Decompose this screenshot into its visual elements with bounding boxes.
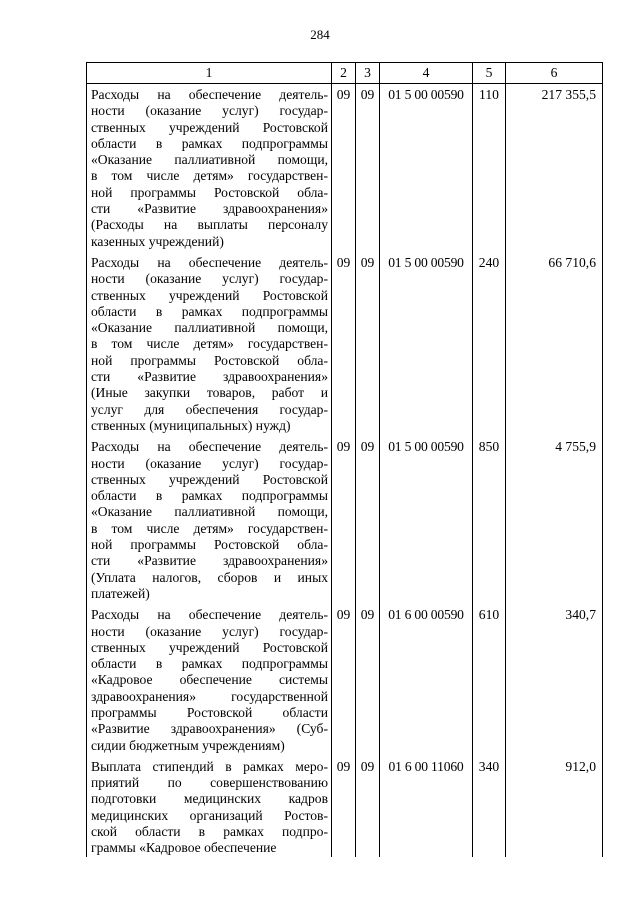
column-header-target: 4 bbox=[380, 63, 473, 84]
row-name-line: подготовки медицинских кадров bbox=[91, 791, 328, 807]
row-name-line: медицинских организаций Ростов- bbox=[91, 807, 328, 823]
row-name-line: программы Ростовской области bbox=[91, 704, 328, 720]
row-name-line: ности (оказание услуг) государ- bbox=[91, 455, 328, 471]
row-name-line: ности (оказание услуг) государ- bbox=[91, 623, 328, 639]
row-name-cell bbox=[87, 607, 332, 759]
row-subsection-cell: 09 bbox=[356, 759, 380, 857]
table-body bbox=[87, 84, 603, 857]
row-amount-cell: 217 355,5 bbox=[506, 84, 603, 255]
row-name-line: приятий по совершенствованию bbox=[91, 775, 328, 791]
row-subsection-cell: 09 bbox=[356, 84, 380, 255]
row-name-cell bbox=[87, 759, 332, 857]
row-expense-type-cell: 240 bbox=[473, 255, 506, 439]
row-name-cell bbox=[87, 84, 332, 255]
row-name-line: услуг для обеспечения государ- bbox=[91, 401, 328, 417]
row-name-line: Расходы на обеспечение деятель- bbox=[91, 439, 328, 455]
row-amount-cell: 912,0 bbox=[506, 759, 603, 857]
row-expense-type-cell: 610 bbox=[473, 607, 506, 759]
row-name-line: ности (оказание услуг) государ- bbox=[91, 271, 328, 287]
row-name-line: сти «Развитие здравоохранения» bbox=[91, 553, 328, 569]
row-section-cell: 09 bbox=[332, 759, 356, 857]
row-name-line: ственных учреждений Ростовской bbox=[91, 639, 328, 655]
row-expense-type-cell: 110 bbox=[473, 84, 506, 255]
row-subsection-cell: 09 bbox=[356, 607, 380, 759]
row-name-line: ственных учреждений Ростовской bbox=[91, 471, 328, 487]
row-name-cell bbox=[87, 255, 332, 439]
row-section-cell: 09 bbox=[332, 84, 356, 255]
table-row bbox=[87, 439, 603, 607]
row-name-line: ственных учреждений Ростовской bbox=[91, 119, 328, 135]
column-header-amount: 6 bbox=[506, 63, 603, 84]
row-name-line: в том числе детям» государствен- bbox=[91, 336, 328, 352]
row-name-line: ственных учреждений Ростовской bbox=[91, 287, 328, 303]
row-name-line: ной программы Ростовской обла- bbox=[91, 537, 328, 553]
row-name-line: в том числе детям» государствен- bbox=[91, 520, 328, 536]
row-name-line: ной программы Ростовской обла- bbox=[91, 184, 328, 200]
row-amount-cell: 4 755,9 bbox=[506, 439, 603, 607]
row-name-line: ности (оказание услуг) государ- bbox=[91, 103, 328, 119]
row-name-line: (Расходы на выплаты персоналу bbox=[91, 217, 328, 233]
row-name-line: платежей) bbox=[91, 585, 150, 601]
row-name-line: области в рамках подпрограммы bbox=[91, 656, 328, 672]
column-header-name: 1 bbox=[87, 63, 332, 84]
row-name-line: сти «Развитие здравоохранения» bbox=[91, 201, 328, 217]
row-name-line: сти «Развитие здравоохранения» bbox=[91, 369, 328, 385]
column-header-expense-type: 5 bbox=[473, 63, 506, 84]
row-name-line: области в рамках подпрограммы bbox=[91, 135, 328, 151]
row-section-cell: 09 bbox=[332, 607, 356, 759]
row-name-line: области в рамках подпрограммы bbox=[91, 303, 328, 319]
table-row bbox=[87, 759, 603, 857]
row-name-line: ной программы Ростовской обла- bbox=[91, 352, 328, 368]
row-name-cell bbox=[87, 439, 332, 607]
row-name-line: Расходы на обеспечение деятель- bbox=[91, 254, 328, 270]
table-header-row bbox=[87, 63, 603, 84]
page-number: 284 bbox=[310, 27, 330, 42]
table-row bbox=[87, 255, 603, 439]
row-name-line: Выплата стипендий в рамках меро- bbox=[91, 758, 328, 774]
column-header-section: 2 bbox=[332, 63, 356, 84]
row-amount-cell: 340,7 bbox=[506, 607, 603, 759]
row-subsection-cell: 09 bbox=[356, 255, 380, 439]
row-target-cell: 01 6 00 00590 bbox=[380, 607, 473, 759]
row-subsection-cell: 09 bbox=[356, 439, 380, 607]
table-row bbox=[87, 84, 603, 255]
row-name-line: области в рамках подпрограммы bbox=[91, 488, 328, 504]
budget-table bbox=[86, 62, 603, 857]
row-name-line: (Иные закупки товаров, работ и bbox=[91, 385, 328, 401]
row-name-line: Расходы на обеспечение деятель- bbox=[91, 607, 328, 623]
row-section-cell: 09 bbox=[332, 255, 356, 439]
row-name-line: граммы «Кадровое обеспечение bbox=[91, 840, 277, 856]
row-name-line: «Оказание паллиативной помощи, bbox=[91, 320, 328, 336]
row-name-line: «Оказание паллиативной помощи, bbox=[91, 504, 328, 520]
row-name-line: (Уплата налогов, сборов и иных bbox=[91, 569, 328, 585]
row-expense-type-cell: 850 bbox=[473, 439, 506, 607]
row-name-line: «Оказание паллиативной помощи, bbox=[91, 152, 328, 168]
row-target-cell: 01 5 00 00590 bbox=[380, 84, 473, 255]
row-name-line: здравоохранения» государственной bbox=[91, 688, 328, 704]
row-name-line: «Кадровое обеспечение системы bbox=[91, 672, 328, 688]
row-target-cell: 01 5 00 00590 bbox=[380, 439, 473, 607]
row-name-line: казенных учреждений) bbox=[91, 233, 224, 249]
row-expense-type-cell: 340 bbox=[473, 759, 506, 857]
row-name-line: ственных (муниципальных) нужд) bbox=[91, 417, 291, 433]
row-name-line: «Развитие здравоохранения» (Суб- bbox=[91, 721, 328, 737]
row-name-line: Расходы на обеспечение деятель- bbox=[91, 87, 328, 102]
row-section-cell: 09 bbox=[332, 439, 356, 607]
row-amount-cell: 66 710,6 bbox=[506, 255, 603, 439]
row-name-line: сидии бюджетным учреждениям) bbox=[91, 737, 285, 753]
row-name-line: ской области в рамках подпро- bbox=[91, 824, 328, 840]
column-header-subsection: 3 bbox=[356, 63, 380, 84]
row-name-line: в том числе детям» государствен- bbox=[91, 168, 328, 184]
row-target-cell: 01 5 00 00590 bbox=[380, 255, 473, 439]
row-target-cell: 01 6 00 11060 bbox=[380, 759, 473, 857]
table-row bbox=[87, 607, 603, 759]
